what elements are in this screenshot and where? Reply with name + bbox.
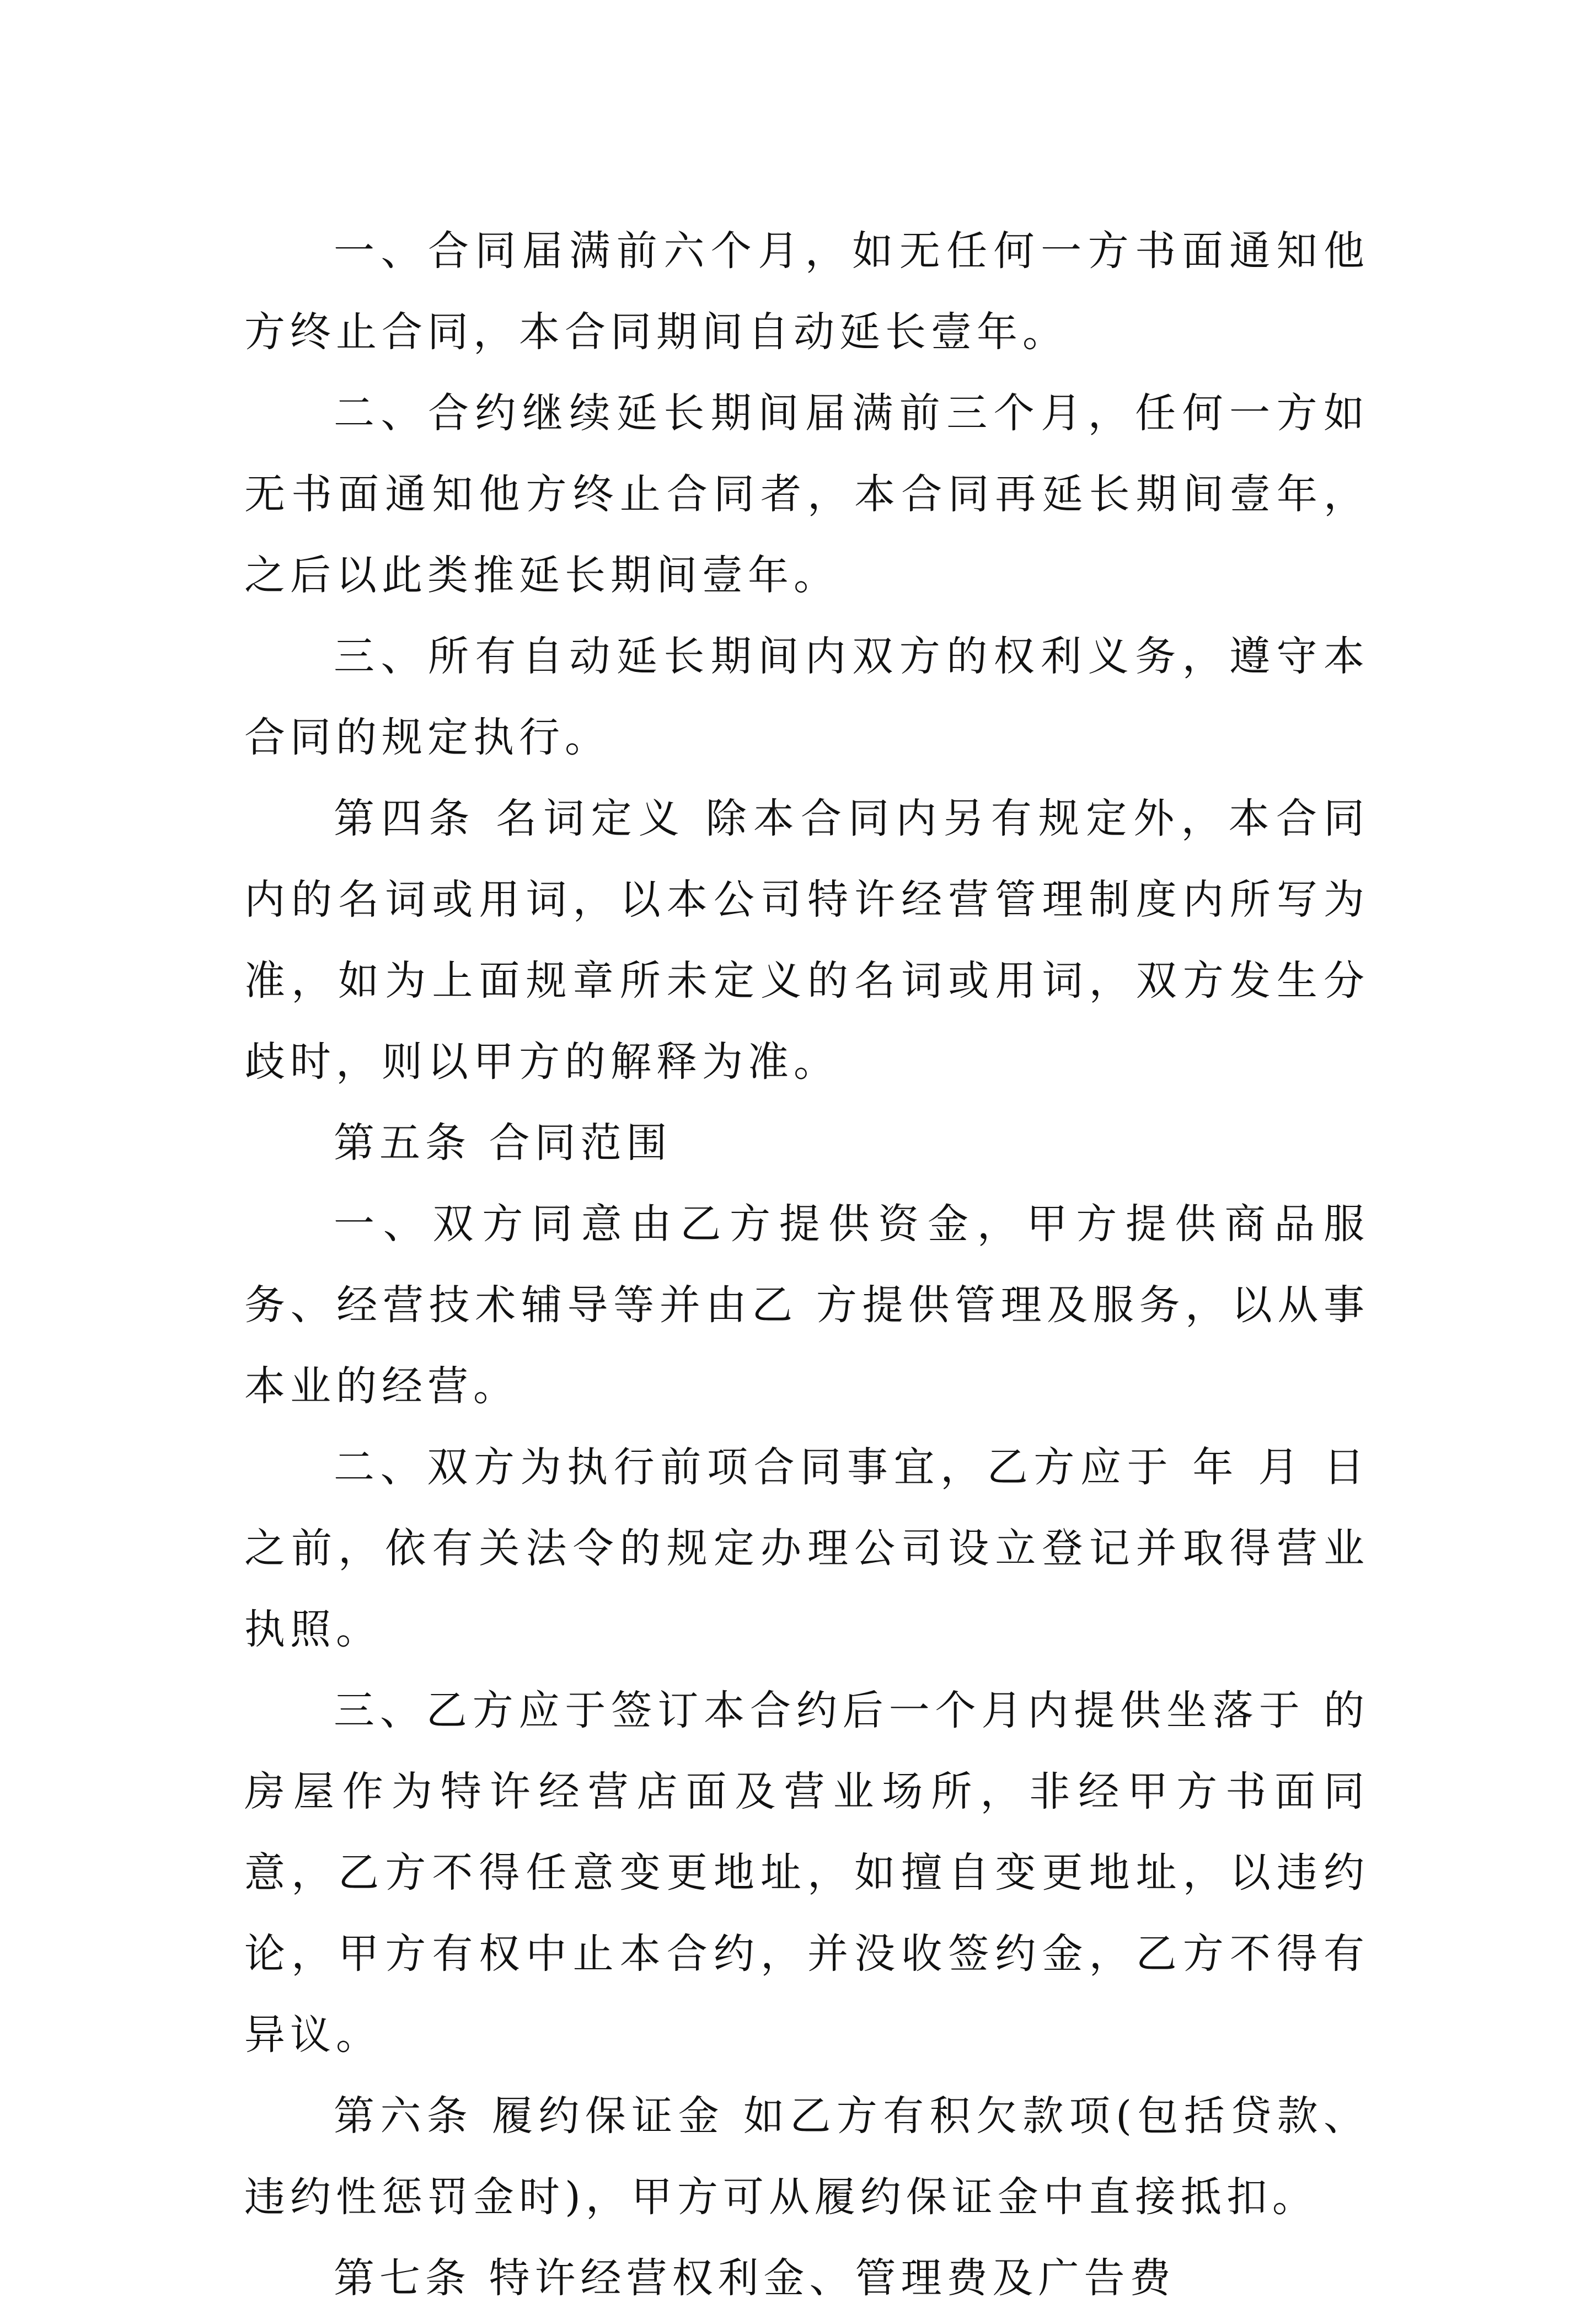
paragraph-renewal-2: 二、合约继续延长期间届满前三个月，任何一方如无书面通知他方终止合同者，本合同再延长期间壹年，之后以此类推延长期间壹年。 [244, 389, 1369, 599]
paragraph-article-6-deposit: 第六条 履约保证金 如乙方有积欠款项(包括贷款、违约性惩罚金时)，甲方可从履约保证金中直接抵扣。 [244, 2092, 1369, 2221]
heading-article-7-fees: 第七条 特许经营权利金、管理费及广告费 [334, 2254, 1176, 2302]
paragraph-scope-2: 二、双方为执行前项合同事宜，乙方应于 年 月 日之前，依有关法令的规定办理公司设立登记并取得营业执照。 [244, 1444, 1369, 1653]
document-body [244, 211, 1369, 2319]
paragraph-scope-3: 三、乙方应于签订本合约后一个月内提供坐落于 的房屋作为特许经营店面及营业场所，非经甲方书面同意，乙方不得任意变更地址，如擅自变更地址，以违约论，甲方有权中止本合约，并没收签约金，乙方不得有异议。 [244, 1687, 1369, 2059]
paragraph-scope-1: 一、双方同意由乙方提供资金，甲方提供商品服务、经营技术辅导等并由乙 方提供管理及服务，以从事本业的经营。 [244, 1200, 1369, 1410]
paragraph-article-4-definitions: 第四条 名词定义 除本合同内另有规定外，本合同内的名词或用词，以本公司特许经营管理制度内所写为准，如为上面规章所未定义的名词或用词，双方发生分歧时，则以甲方的解释为准。 [244, 795, 1369, 1086]
paragraph-renewal-3: 三、所有自动延长期间内双方的权利义务，遵守本合同的规定执行。 [244, 633, 1369, 761]
heading-article-5-scope: 第五条 合同范围 [334, 1119, 672, 1167]
paragraph-renewal-1: 一、合同届满前六个月，如无任何一方书面通知他方终止合同，本合同期间自动延长壹年。 [244, 227, 1369, 356]
